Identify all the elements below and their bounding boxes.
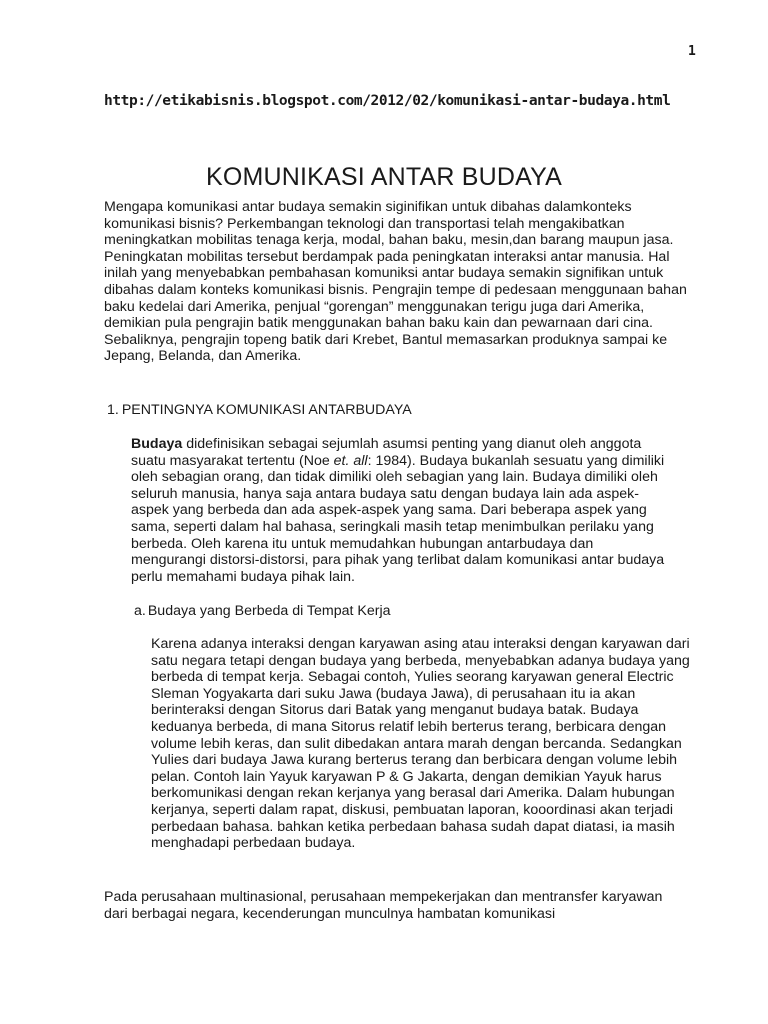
subsection-a-title: Budaya yang Berbeda di Tempat Kerja	[147, 603, 391, 619]
source-url: http://etikabisnis.blogspot.com/2012/02/komunikasi-antar-budaya.html	[104, 93, 671, 109]
workplace-paragraph: Karena adanya interaksi dengan karyawan asing atau interaksi dengan karyawan dari satu negara tetapi dengan budaya yang berbeda, menyebabkan adanya budaya yang berbeda di tempat kerja. Sebagai contoh, Yulies seorang karyawan general Electric Sleman Yogyakarta dari suku Jawa (budaya Jawa), di perusahaan itu ia akan berinteraksi dengan Sitorus dari Batak yang menganut budaya batak. Budaya keduanya berbeda, di mana Sitorus relatif lebih berterus terang, berbicara dengan volume lebih keras, dan sulit dibedakan antara marah dengan bercanda. Sedangkan Yulies dari budaya Jawa kurang berterus terang dan berbicara dengan volume lebih pelan. Contoh lain Yayuk karyawan P & G Jakarta, dengan demikian Yayuk harus berkomunikasi dengan rekan kerjanya yang berasal dari Amerika. Dalam hubungan kerjanya, seperti dalam rapat, diskusi, pembuatan laporan, kooordinasi akan terjadi perbedaan bahasa. bahkan ketika perbedaan bahasa sudah dapat diatasi, ia masih menghadapi perbedaan budaya.	[151, 636, 690, 852]
definition-text-after: : 1984). Budaya bukanlah sesuatu yang dimiliki oleh sebagian orang, dan tidak dimiliki oleh sebagian yang lain. Budaya dimiliki oleh seluruh manusia, hanya saja antara budaya satu dengan budaya lain ada aspek-aspek yang berbeda dan ada aspek-aspek yang sama. Dari beberapa aspek yang sama, seperti dalam hal bahasa, seringkali masih tetap menimbulkan perilaku yang berbeda. Oleh karena itu untuk memudahkan hubungan antarbudaya dan mengurangi distorsi-distorsi, para pihak yang terlibat dalam komunikasi antar budaya perlu memahami budaya pihak lain.	[131, 452, 665, 585]
subsection-a-letter: a.	[134, 603, 146, 619]
section-1-heading	[107, 402, 412, 418]
page-title: KOMUNIKASI ANTAR BUDAYA	[205, 162, 563, 191]
definition-citation: et. all	[333, 452, 368, 469]
definition-term: Budaya	[131, 436, 183, 452]
definition-text-before: didefinisikan sebagai sejumlah asumsi penting yang dianut oleh anggota suatu masyarakat tertentu (Noe	[131, 436, 642, 469]
subsection-a-heading	[134, 603, 391, 619]
page-number: 1	[688, 44, 696, 59]
intro-paragraph: Mengapa komunikasi antar budaya semakin siginifikan untuk dibahas dalamkonteks komunikasi bisnis? Perkembangan teknologi dan transportasi telah mengakibatkan meningkatkan mobilitas tenaga kerja, modal, bahan baku, mesin,dan barang maupun jasa. Peningkatan mobilitas tersebut berdampak pada peningkatan interaksi antar manusia. Hal inilah yang menyebabkan pembahasan komuniksi antar budaya semakin signifikan untuk dibahas dalam konteks komunikasi bisnis. Pengrajin tempe di pedesaan menggunaan bahan baku kedelai dari Amerika, penjual “gorengan” menggunakan terigu juga dari Amerika, demikian pula pengrajin batik menggunakan bahan baku kain dan pewarnaan dari cina. Sebaliknya, pengrajin topeng batik dari Krebet, Bantul memasarkan produknya sampai ke Jepang, Belanda, dan Amerika.	[104, 199, 687, 365]
closing-paragraph: Pada perusahaan multinasional, perusahaan mempekerjakan dan mentransfer karyawan dari berbagai negara, kecenderungan munculnya hambatan komunikasi	[104, 889, 663, 922]
section-1-title: PENTINGNYA KOMUNIKASI ANTARBUDAYA	[121, 402, 412, 418]
section-1-number: 1.	[107, 402, 119, 418]
budaya-definition-paragraph	[131, 436, 671, 585]
